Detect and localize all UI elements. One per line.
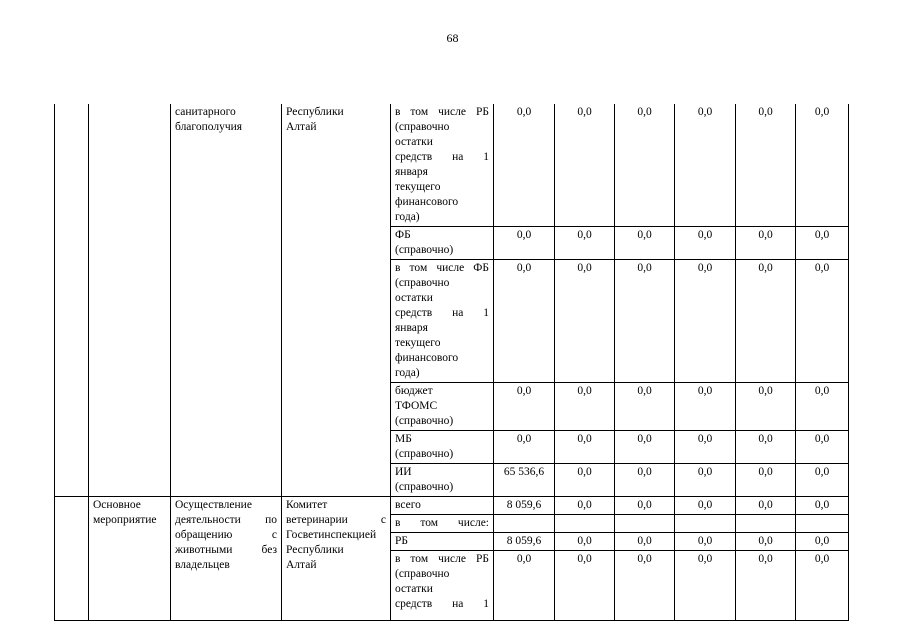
value-cell: 0,0 bbox=[736, 533, 796, 551]
value-cell: 0,0 bbox=[796, 431, 849, 464]
value-cell: 0,0 bbox=[494, 227, 555, 260]
name-cell-line: деятельности по bbox=[175, 514, 277, 526]
value-cell: 0,0 bbox=[555, 497, 615, 515]
source-cell bbox=[391, 104, 494, 227]
name-cell-line: животными без bbox=[175, 544, 277, 556]
name-cell-line: санитарного bbox=[175, 106, 236, 118]
source-cell-line: года) bbox=[395, 367, 420, 379]
value-cell: 0,0 bbox=[675, 104, 736, 227]
budget-table bbox=[54, 104, 849, 621]
value-cell: 0,0 bbox=[555, 104, 615, 227]
value-cell: 0,0 bbox=[796, 551, 849, 621]
table-row bbox=[55, 104, 849, 227]
table-row bbox=[55, 497, 849, 515]
number-cell bbox=[55, 497, 89, 621]
budget-table-fragment bbox=[54, 104, 848, 610]
executor-cell-line: ветеринарии с bbox=[286, 514, 386, 526]
value-cell: 0,0 bbox=[615, 431, 675, 464]
source-cell-line: января bbox=[395, 166, 428, 178]
value-cell: 0,0 bbox=[555, 551, 615, 621]
source-cell-line: в том числе: bbox=[395, 517, 489, 529]
value-cell: 0,0 bbox=[675, 551, 736, 621]
source-cell-line: (справочно) bbox=[395, 244, 454, 256]
value-cell: 0,0 bbox=[796, 464, 849, 497]
value-cell: 0,0 bbox=[675, 383, 736, 431]
executor-cell-line: Госветинспекцией bbox=[286, 529, 377, 541]
executor-cell-line: Республики bbox=[286, 544, 344, 556]
value-cell: 0,0 bbox=[736, 497, 796, 515]
source-cell-line: финансового bbox=[395, 196, 459, 208]
value-cell: 0,0 bbox=[555, 431, 615, 464]
source-cell-line: средств на 1 bbox=[395, 151, 489, 163]
value-cell: 0,0 bbox=[736, 431, 796, 464]
value-cell: 0,0 bbox=[494, 551, 555, 621]
value-cell: 0,0 bbox=[555, 227, 615, 260]
source-cell-line: остатки bbox=[395, 583, 433, 595]
value-cell bbox=[494, 515, 555, 533]
source-cell bbox=[391, 383, 494, 431]
value-cell: 0,0 bbox=[736, 227, 796, 260]
value-cell bbox=[736, 515, 796, 533]
value-cell: 0,0 bbox=[675, 227, 736, 260]
source-cell-line: (справочно bbox=[395, 277, 450, 289]
source-cell-line: остатки bbox=[395, 292, 433, 304]
source-cell-line: всего bbox=[395, 499, 421, 511]
value-cell: 0,0 bbox=[494, 431, 555, 464]
source-cell-line: в том числе РБ bbox=[395, 106, 489, 118]
value-cell: 0,0 bbox=[494, 383, 555, 431]
name-cell-line: владельцев bbox=[175, 559, 230, 571]
source-cell-line: (справочно) bbox=[395, 448, 454, 460]
value-cell: 0,0 bbox=[615, 533, 675, 551]
source-cell bbox=[391, 431, 494, 464]
name-cell bbox=[171, 104, 282, 497]
number-cell bbox=[55, 104, 89, 497]
value-cell: 0,0 bbox=[615, 227, 675, 260]
executor-cell-line: Алтай bbox=[286, 559, 317, 571]
source-cell bbox=[391, 533, 494, 551]
source-cell-line: года) bbox=[395, 211, 420, 223]
name-cell bbox=[171, 497, 282, 621]
source-cell-line: МБ bbox=[395, 433, 412, 445]
value-cell: 0,0 bbox=[736, 260, 796, 383]
type-cell-line: Основное bbox=[93, 499, 141, 511]
source-cell-line: в том числе ФБ bbox=[395, 262, 489, 274]
value-cell: 0,0 bbox=[796, 260, 849, 383]
executor-cell bbox=[282, 497, 391, 621]
type-cell-line: мероприятие bbox=[93, 514, 157, 526]
value-cell: 0,0 bbox=[555, 260, 615, 383]
source-cell-line: ФБ bbox=[395, 229, 411, 241]
type-cell bbox=[89, 497, 171, 621]
value-cell bbox=[615, 515, 675, 533]
source-cell bbox=[391, 551, 494, 621]
value-cell: 0,0 bbox=[675, 533, 736, 551]
value-cell: 0,0 bbox=[796, 227, 849, 260]
value-cell: 8 059,6 bbox=[494, 533, 555, 551]
name-cell-line: благополучия bbox=[175, 121, 243, 133]
source-cell-line: бюджет bbox=[395, 385, 433, 397]
value-cell: 0,0 bbox=[675, 497, 736, 515]
source-cell-line: (справочно bbox=[395, 121, 450, 133]
source-cell bbox=[391, 260, 494, 383]
value-cell: 0,0 bbox=[675, 431, 736, 464]
value-cell: 0,0 bbox=[555, 533, 615, 551]
value-cell bbox=[675, 515, 736, 533]
page-number: 68 bbox=[446, 31, 459, 45]
value-cell: 0,0 bbox=[615, 551, 675, 621]
source-cell-line: ТФОМС bbox=[395, 400, 438, 412]
value-cell: 0,0 bbox=[615, 464, 675, 497]
value-cell: 0,0 bbox=[736, 383, 796, 431]
source-cell-line: января bbox=[395, 322, 428, 334]
name-cell-line: Осуществление bbox=[175, 499, 252, 511]
name-cell-line: обращению с bbox=[175, 529, 277, 541]
value-cell: 0,0 bbox=[736, 551, 796, 621]
source-cell-line: текущего bbox=[395, 337, 441, 349]
value-cell: 0,0 bbox=[494, 260, 555, 383]
executor-cell-line: Республики bbox=[286, 106, 344, 118]
type-cell bbox=[89, 104, 171, 497]
source-cell-line: текущего bbox=[395, 181, 441, 193]
executor-cell-line: Алтай bbox=[286, 121, 317, 133]
source-cell bbox=[391, 227, 494, 260]
value-cell: 0,0 bbox=[615, 383, 675, 431]
value-cell: 0,0 bbox=[796, 497, 849, 515]
source-cell-line: (справочно) bbox=[395, 415, 454, 427]
value-cell bbox=[555, 515, 615, 533]
value-cell: 0,0 bbox=[796, 104, 849, 227]
source-cell-line: остатки bbox=[395, 136, 433, 148]
executor-cell bbox=[282, 104, 391, 497]
value-cell: 0,0 bbox=[494, 104, 555, 227]
value-cell: 0,0 bbox=[675, 260, 736, 383]
source-cell-line: (справочно bbox=[395, 568, 450, 580]
value-cell: 0,0 bbox=[615, 104, 675, 227]
source-cell bbox=[391, 515, 494, 533]
source-cell bbox=[391, 497, 494, 515]
source-cell-line: (справочно) bbox=[395, 481, 454, 493]
source-cell-line: финансового bbox=[395, 352, 459, 364]
value-cell: 0,0 bbox=[555, 383, 615, 431]
source-cell-line: РБ bbox=[395, 535, 408, 547]
value-cell bbox=[796, 515, 849, 533]
value-cell: 0,0 bbox=[796, 383, 849, 431]
value-cell: 0,0 bbox=[615, 260, 675, 383]
value-cell: 0,0 bbox=[736, 104, 796, 227]
value-cell: 0,0 bbox=[796, 533, 849, 551]
executor-cell-line: Комитет bbox=[286, 499, 328, 511]
value-cell: 0,0 bbox=[615, 497, 675, 515]
value-cell: 0,0 bbox=[675, 464, 736, 497]
source-cell-line: средств на 1 bbox=[395, 598, 489, 610]
source-cell-line: средств на 1 bbox=[395, 307, 489, 319]
source-cell-line: ИИ bbox=[395, 466, 412, 478]
source-cell bbox=[391, 464, 494, 497]
value-cell: 0,0 bbox=[736, 464, 796, 497]
value-cell: 65 536,6 bbox=[494, 464, 555, 497]
value-cell: 0,0 bbox=[555, 464, 615, 497]
value-cell: 8 059,6 bbox=[494, 497, 555, 515]
source-cell-line: в том числе РБ bbox=[395, 553, 489, 565]
